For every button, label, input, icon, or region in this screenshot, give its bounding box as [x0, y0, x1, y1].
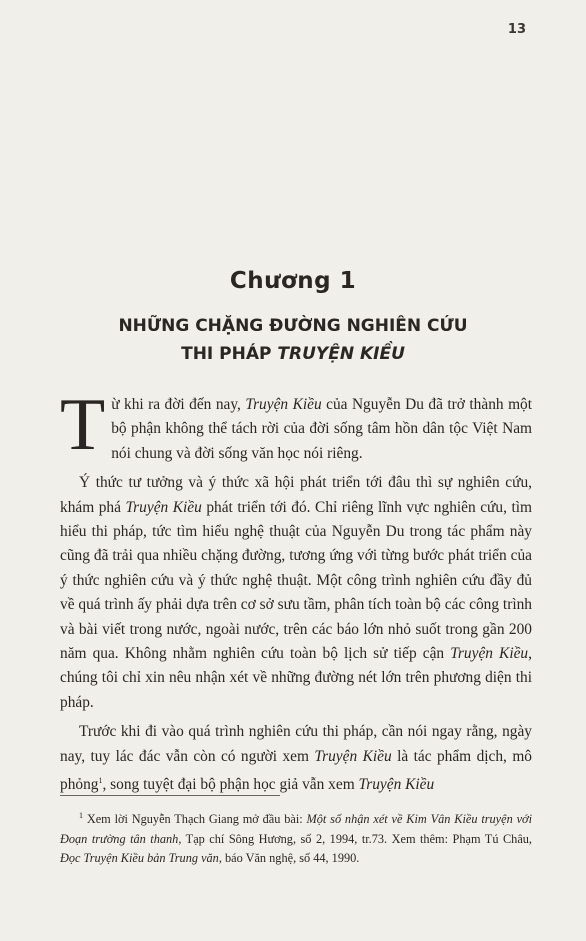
page-number: 13 [507, 22, 526, 37]
chapter-title-italic: TRUYỆN KIỀU [277, 344, 405, 364]
p2-italic-2: Truyện Kiều [450, 645, 529, 663]
p3-text-b: là tác phẩm dịch, mô phỏng [60, 747, 532, 794]
footnote-ref[interactable]: 1 [98, 776, 103, 786]
paragraph-3 [60, 720, 532, 797]
p1-italic: Truyện Kiều [245, 396, 322, 413]
p1-text-a: ừ khi ra đời đến nay, [111, 396, 246, 413]
p2-italic: Truyện Kiều [125, 498, 202, 516]
chapter-title-line-2 [0, 340, 586, 368]
footnote-italic-2: Đọc Truyện Kiều bản Trung văn [60, 851, 219, 866]
p1-text-b: của Nguyễn Du đã trở thành một bộ phận không thể tách rời của đời sống tâm hồn dân tộc Việt Nam nói chung và đời sống văn học nói riêng. [111, 396, 533, 462]
body-text [60, 384, 533, 798]
p3-text-c: , song tuyệt đại bộ phận học giả vẫn xem [102, 776, 359, 794]
paragraph-2 [60, 471, 532, 715]
p2-text-a: Ý thức tư tưởng và ý thức xã hội phát triển tới đâu thì sự nghiên cứu, khám phá [60, 474, 532, 516]
footnote [60, 806, 532, 869]
footnote-text-b: , Tạp chí Sông Hương, số 2, 1994, tr.73. Xem thêm: Phạm Tú Châu, [178, 831, 533, 846]
drop-cap: T [60, 384, 106, 466]
p3-italic: Truyện Kiều [314, 747, 392, 765]
footnote-marker: 1 [79, 811, 83, 820]
p2-text-c: , chúng tôi chỉ xin nêu nhận xét về những đường nét lớn trên phương diện thi pháp. [60, 645, 532, 711]
chapter-label: Chương 1 [229, 268, 357, 294]
footnote-italic-1: Một số nhận xét về Kim Vân Kiều truyện với Đoạn trường tân thanh [60, 812, 533, 846]
p3-italic-2: Truyện Kiều [358, 776, 435, 794]
chapter-title-plain: THI PHÁP [181, 344, 278, 364]
p2-text-b: phát triển tới đó. Chỉ riêng lĩnh vực nghiên cứu, tìm hiểu thi pháp, tức tìm hiểu nghệ thuật của Nguyễn Du trong tác phẩm này cũng đã trải qua nhiều chặng đường, tương ứng với từng bước phát triển của ý thức nghiên cứu và ý thức nghệ thuật. Một công trình nghiên cứu đầy đủ về quá trình ấy phải dựa trên cơ sở sưu tầm, phân tích toàn bộ các công trình và bài viết trong nước, ngoài nước, trên các báo lớn nhỏ suốt trong gần 200 năm qua. Không nhằm nghiên cứu toàn bộ lịch sử tiếp cận [60, 498, 532, 663]
chapter-title-line-1: NHỮNG CHẶNG ĐƯỜNG NGHIÊN CỨU [118, 316, 468, 336]
footnote-divider [60, 795, 280, 796]
footnote-text-c: , báo Văn nghệ, số 44, 1990. [218, 851, 360, 866]
footnote-text-a: Xem lời Nguyễn Thạch Giang mở đầu bài: [83, 812, 307, 827]
paragraph-1 [60, 384, 533, 466]
chapter-title [0, 312, 586, 368]
p3-text-a: Trước khi đi vào quá trình nghiên cứu thi pháp, cần nói ngay rằng, ngày nay, tuy lác đác vẫn còn có người xem [60, 723, 532, 765]
